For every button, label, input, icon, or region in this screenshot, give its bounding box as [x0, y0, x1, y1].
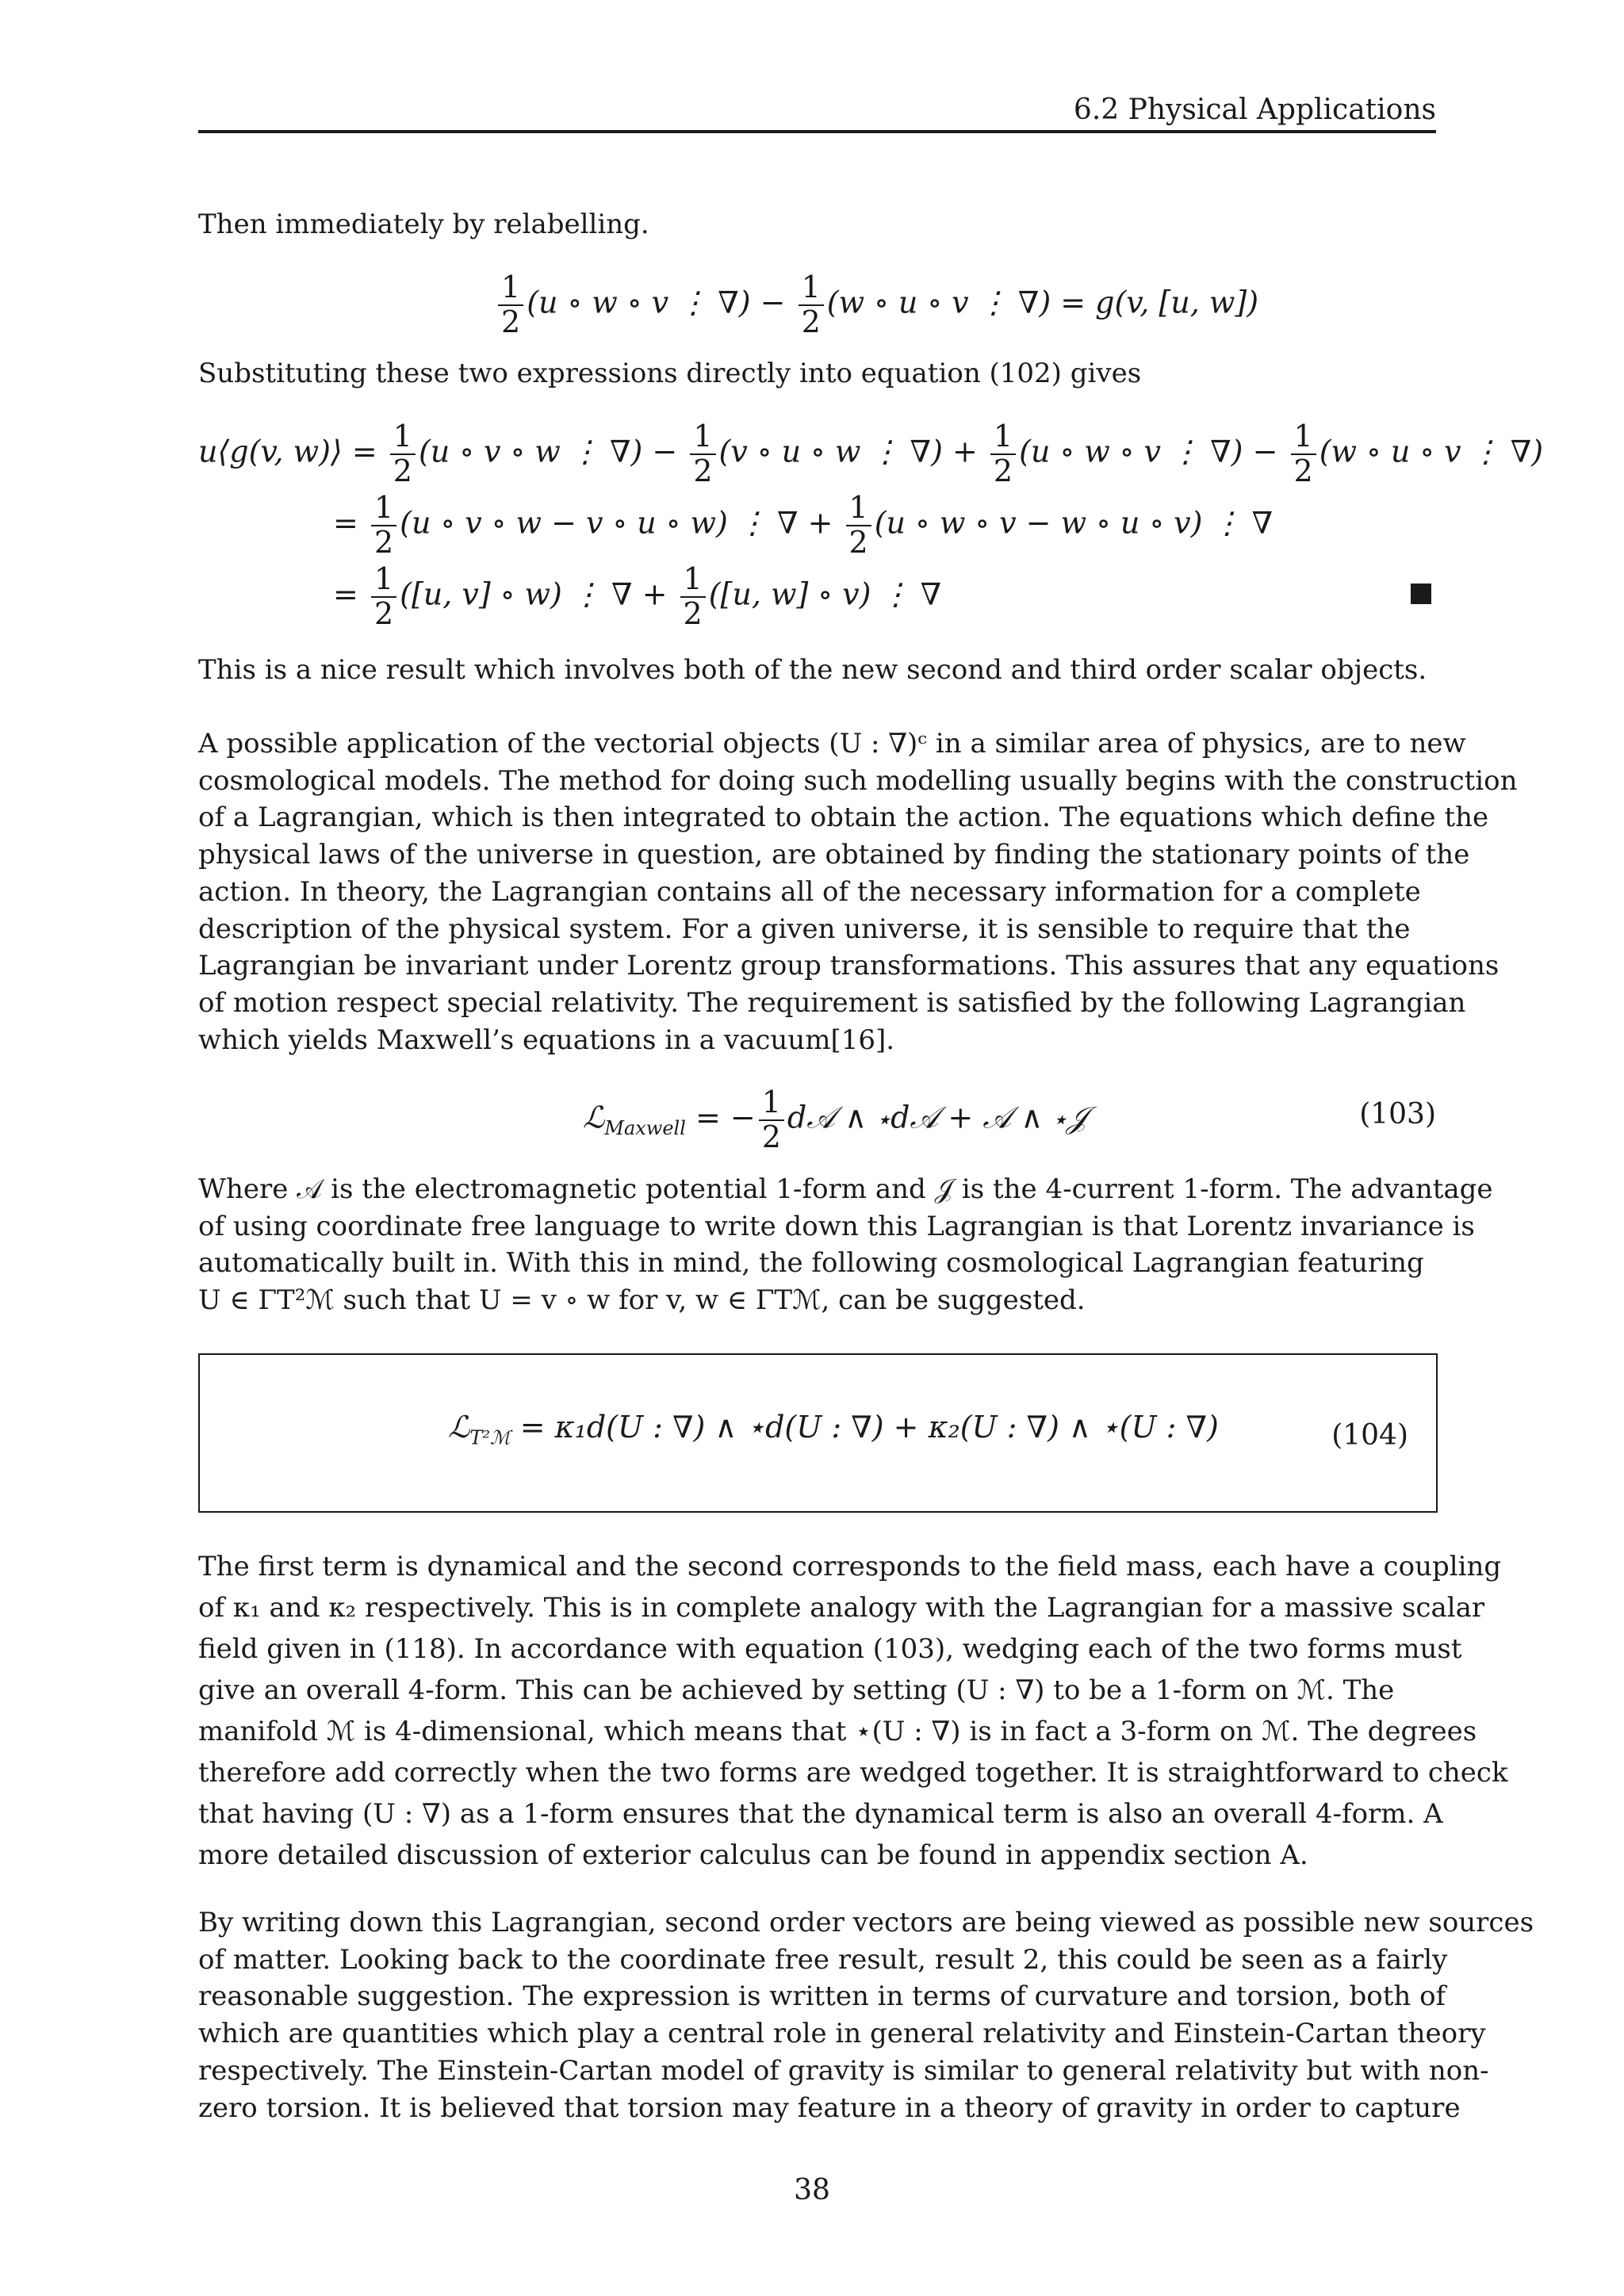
- equation-part: (w ∘ u ∘ v ⋮ ∇) = g(v, [u, w]): [826, 285, 1259, 320]
- equation-103: ℒ$_{Maxwell}$ = − $\frac{1}{2}$ d𝒜 ∧ ⋆d𝒜 + 𝒜 ∧ ⋆𝒥: [583, 1085, 1088, 1154]
- equation-relabel: [495, 271, 1258, 339]
- derivation-row-1: u⟨g(v, w)⟩ = $\frac{1}{2}$ (u ∘ v ∘ w ⋮ ∇) − $\frac{1}{2}$ (v ∘ u ∘ w ⋮ ∇) + $\frac{1}{2}$ (u ∘ w ∘ v ⋮ ∇) − $\frac{1}{2}$ (w ∘ u ∘ v ⋮ ∇): [198, 419, 1544, 488]
- equation-104: ℒ$_{T^2ℳ}$ = κ₁d(U : ∇) ∧ ⋆d(U : ∇) + κ₂(U : ∇) ∧ ⋆(U : ∇): [448, 1410, 1219, 1449]
- running-header: 6.2 Physical Applications: [1073, 94, 1436, 126]
- paragraph-first-term: The first term is dynamical and the second corresponds to the field mass, each have a coupling of κ₁ and κ₂ respectively. This is in complete analogy with the Lagrangian for a massive scalar field given in (118). In accordance with equation (103), wedging each of the two forms must give an overall 4-form. This can be achieved by setting (U : ∇) to be a 1-form on ℳ. The manifold ℳ is 4-dimensional, which means that ⋆(U : ∇) is in fact a 3-form on ℳ. The degrees therefore add correctly when the two forms are wedged together. It is straightforward to check that having (U : ∇) as a 1-form ensures that the dynamical term is also an overall 4-form. A more detailed discussion of exterior calculus can be found in appendix section A.: [198, 1551, 1508, 1871]
- qed-square-icon: [1411, 584, 1431, 604]
- header-rule: [198, 130, 1436, 133]
- substitute-text: Substituting these two expressions directly into equation (102) gives: [198, 358, 1142, 389]
- equation-number-104: (104): [1331, 1419, 1408, 1452]
- result-text: This is a nice result which involves both of the new second and third order scalar objects.: [198, 654, 1427, 686]
- derivation-row-2: = $\frac{1}{2}$ (u ∘ v ∘ w − v ∘ u ∘ w) ⋮ ∇ + $\frac{1}{2}$ (u ∘ w ∘ v − w ∘ u ∘ v) ⋮ ∇: [333, 490, 1274, 560]
- paragraph-cosmology: A possible application of the vectorial objects (U : ∇)ᶜ in a similar area of physics, are to new cosmological models. The method for doing such modelling usually begins with the construction of a Lagrangian, which is then integrated to obtain the action. The equations which define the physical laws of the universe in question, are obtained by finding the stationary points of the action. In theory, the Lagrangian contains all of the necessary information for a complete description of the physical system. For a given universe, it is sensible to require that the Lagrangian be invariant under Lorentz group transformations. This assures that any equations of motion respect special relativity. The requirement is satisfied by the following Lagrangian which yields Maxwell’s equations in a vacuum[16].: [198, 728, 1518, 1056]
- paragraph-where: Where 𝒜 is the electromagnetic potential 1-form and 𝒥 is the 4-current 1-form. The advantage of using coordinate free language to write down this Lagrangian is that Lorentz invariance is automatically built in. With this in mind, the following cosmological Lagrangian featuring U ∈ ΓT²ℳ such that U = v ∘ w for v, w ∈ ΓTℳ, can be suggested.: [198, 1173, 1493, 1317]
- derivation-lhs: u⟨g(v, w)⟩ =: [198, 434, 377, 469]
- fraction: $\frac{1}{2}$: [799, 271, 824, 339]
- derivation-row-3: = $\frac{1}{2}$ ([u, v] ∘ w) ⋮ ∇ + $\frac{1}{2}$ ([u, w] ∘ v) ⋮ ∇: [333, 561, 942, 631]
- intro-text: Then immediately by relabelling.: [198, 209, 649, 240]
- fraction: $\frac{1}{2}$: [498, 271, 523, 339]
- page-number: 38: [794, 2174, 830, 2206]
- equation-part: (u ∘ w ∘ v ⋮ ∇) −: [527, 285, 795, 320]
- paragraph-writing: By writing down this Lagrangian, second order vectors are being viewed as possible new sources of matter. Looking back to the coordinate free result, result 2, this could be seen as a fairly reasonable suggestion. The expression is written in terms of curvature and torsion, both of which are quantities which play a central role in general relativity and Einstein-Cartan theory respectively. The Einstein-Cartan model of gravity is similar to general relativity but with non- zero torsion. It is believed that torsion may feature in a theory of gravity in order to capture: [198, 1907, 1534, 2124]
- equation-number-103: (103): [1359, 1098, 1436, 1131]
